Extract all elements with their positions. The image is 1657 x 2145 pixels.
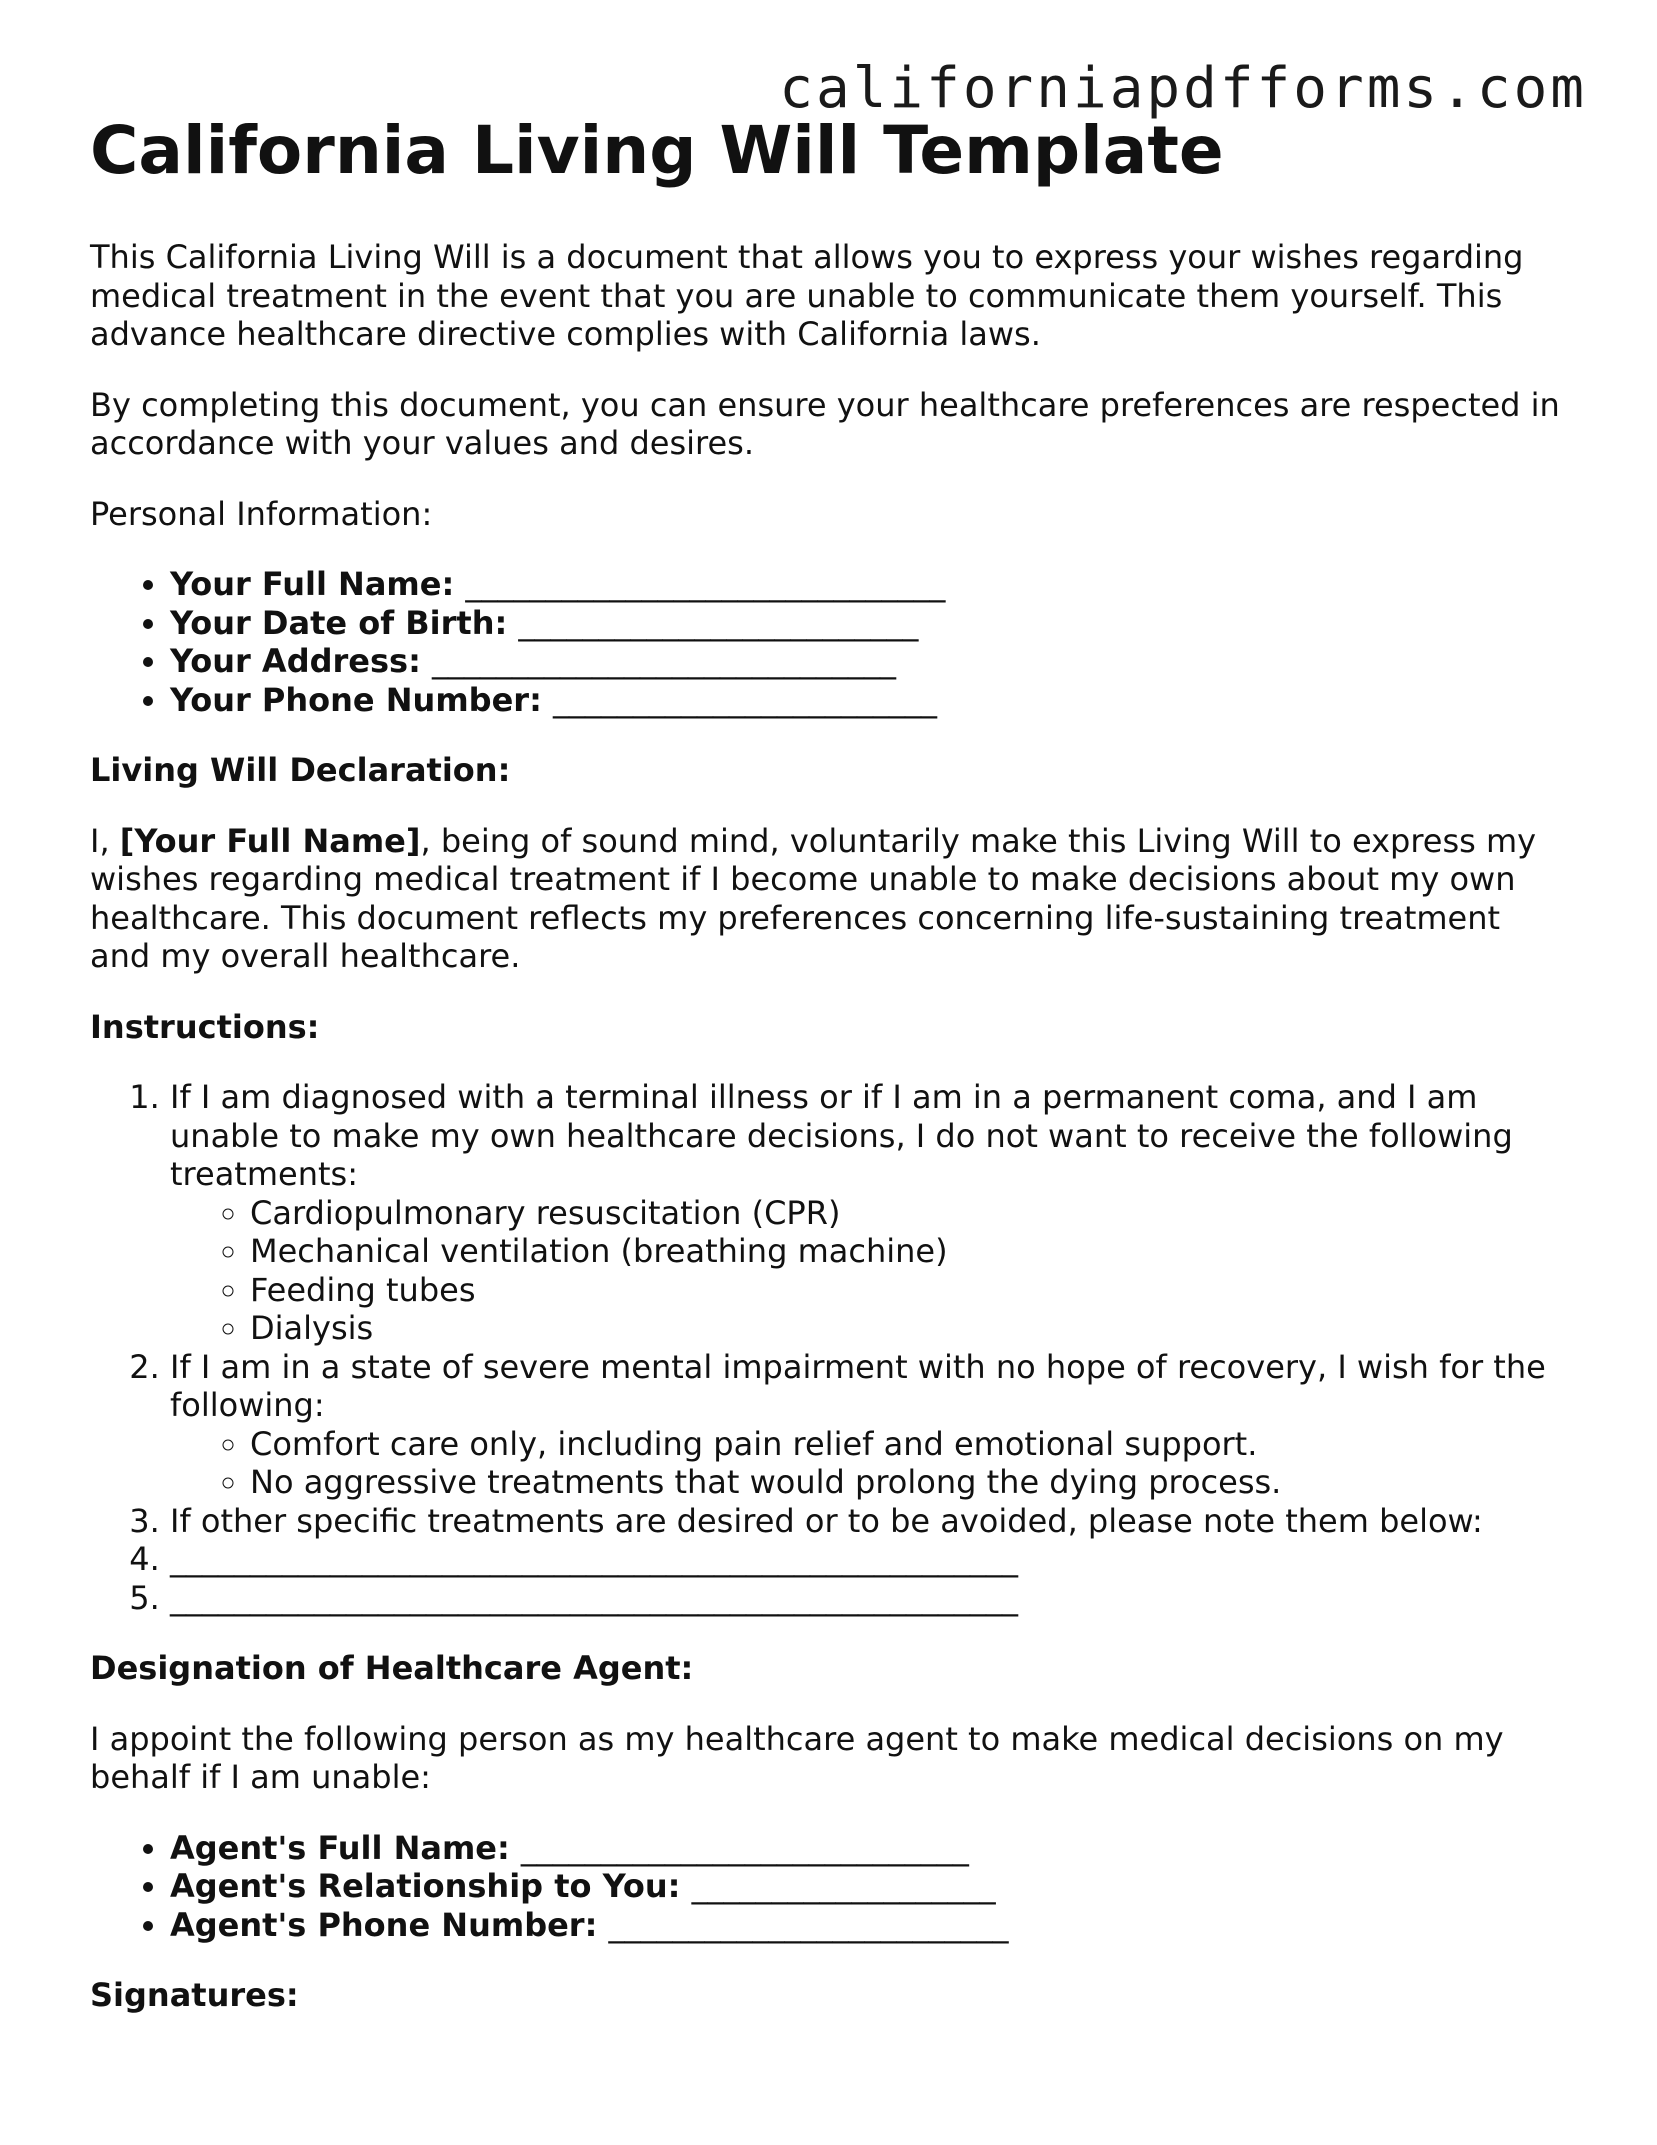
personal-info-heading: Personal Information:: [90, 494, 433, 533]
field-address: [170, 642, 1570, 681]
treatment-sublist: [170, 1194, 1570, 1348]
blank-line[interactable]: ____________________________: [520, 1828, 969, 1867]
instruction-item-5: [170, 1579, 1570, 1618]
declaration-heading: Living Will Declaration:: [90, 751, 511, 789]
blank-line[interactable]: _____________________________________________________: [170, 1540, 1018, 1578]
signatures-heading: Signatures:: [90, 1976, 299, 2014]
intro-paragraph-1: This California Living Will is a document that allows you to express your wishes regarding medical treatment in the event that you are unable to communicate them yourself. This advance healthcare directive complies with California laws.: [90, 238, 1524, 353]
field-label: Agent's Relationship to You:: [170, 1867, 681, 1905]
sub-item: ◦ No aggressive treatments that would prolong the dying process.: [250, 1463, 1570, 1502]
sub-item: ◦ Cardiopulmonary resuscitation (CPR): [250, 1194, 1570, 1233]
blank-line[interactable]: _____________________________: [432, 642, 897, 680]
instructions-list: [90, 1078, 1570, 1617]
field-label: Your Date of Birth:: [170, 603, 508, 642]
instructions-heading: Instructions:: [90, 1007, 320, 1046]
declaration-prefix: I,: [90, 821, 120, 860]
intro-paragraph-2: By completing this document, you can ensure your healthcare preferences are respected in accordance with your values and desires.: [90, 385, 1560, 462]
blank-line[interactable]: ______________________________: [465, 565, 946, 603]
declaration-paragraph: [90, 822, 1570, 976]
field-agent-relationship: [170, 1867, 1570, 1906]
blank-line[interactable]: _________________________: [608, 1905, 1009, 1944]
field-full-name: [170, 565, 1570, 604]
sub-item: ◦ Mechanical ventilation (breathing machine): [250, 1232, 1570, 1271]
declaration-body: , being of sound mind, voluntarily make this Living Will to express my wishes regarding medical treatment if I become unable to make decisions about my own healthcare. This document reflects my preferences concerning life-sustaining treatment and my overall healthcare.: [90, 821, 1537, 975]
agent-intro: I appoint the following person as my healthcare agent to make medical decisions on my behalf if I am unable:: [90, 1719, 1504, 1796]
field-date-of-birth: [170, 604, 1570, 643]
instruction-item-4: [170, 1540, 1570, 1579]
field-label: Agent's Full Name:: [170, 1828, 510, 1867]
document-body: [90, 238, 1570, 2047]
instruction-text: If I am in a state of severe mental impairment with no hope of recovery, I wish for the following:: [170, 1347, 1546, 1424]
field-label: Your Address:: [170, 642, 421, 680]
blank-line[interactable]: _________________________: [518, 603, 919, 642]
instruction-item-2: [170, 1348, 1570, 1502]
personal-info-fields: [90, 565, 1570, 719]
name-placeholder: [Your Full Name]: [119, 821, 421, 860]
instruction-item-3: 3. If other specific treatments are desired or to be avoided, please note them below:: [170, 1502, 1570, 1541]
field-label: Your Full Name:: [170, 565, 455, 603]
agent-heading: Designation of Healthcare Agent:: [90, 1649, 694, 1687]
blank-line[interactable]: ___________________: [691, 1867, 996, 1905]
blank-line[interactable]: _____________________________________________________: [170, 1578, 1018, 1617]
field-agent-full-name: [170, 1829, 1570, 1868]
instruction-text: If I am diagnosed with a terminal illness or if I am in a permanent coma, and I am unable to make my own healthcare decisions, I do not want to receive the following treatments:: [170, 1078, 1513, 1193]
site-watermark: californiapdfforms.com: [779, 56, 1587, 121]
field-agent-phone: [170, 1906, 1570, 1945]
field-label: Your Phone Number:: [170, 680, 542, 719]
blank-line[interactable]: ________________________: [553, 680, 937, 719]
sub-item: ◦ Comfort care only, including pain relief and emotional support.: [250, 1425, 1570, 1464]
care-sublist: [170, 1425, 1570, 1502]
agent-fields: [90, 1829, 1570, 1945]
sub-item: ◦ Dialysis: [250, 1309, 1570, 1348]
field-phone-number: [170, 681, 1570, 720]
sub-item: ◦ Feeding tubes: [250, 1271, 1570, 1310]
instruction-item-1: [170, 1078, 1570, 1348]
field-label: Agent's Phone Number:: [170, 1905, 598, 1944]
document-title: California Living Will Template: [90, 112, 1224, 189]
